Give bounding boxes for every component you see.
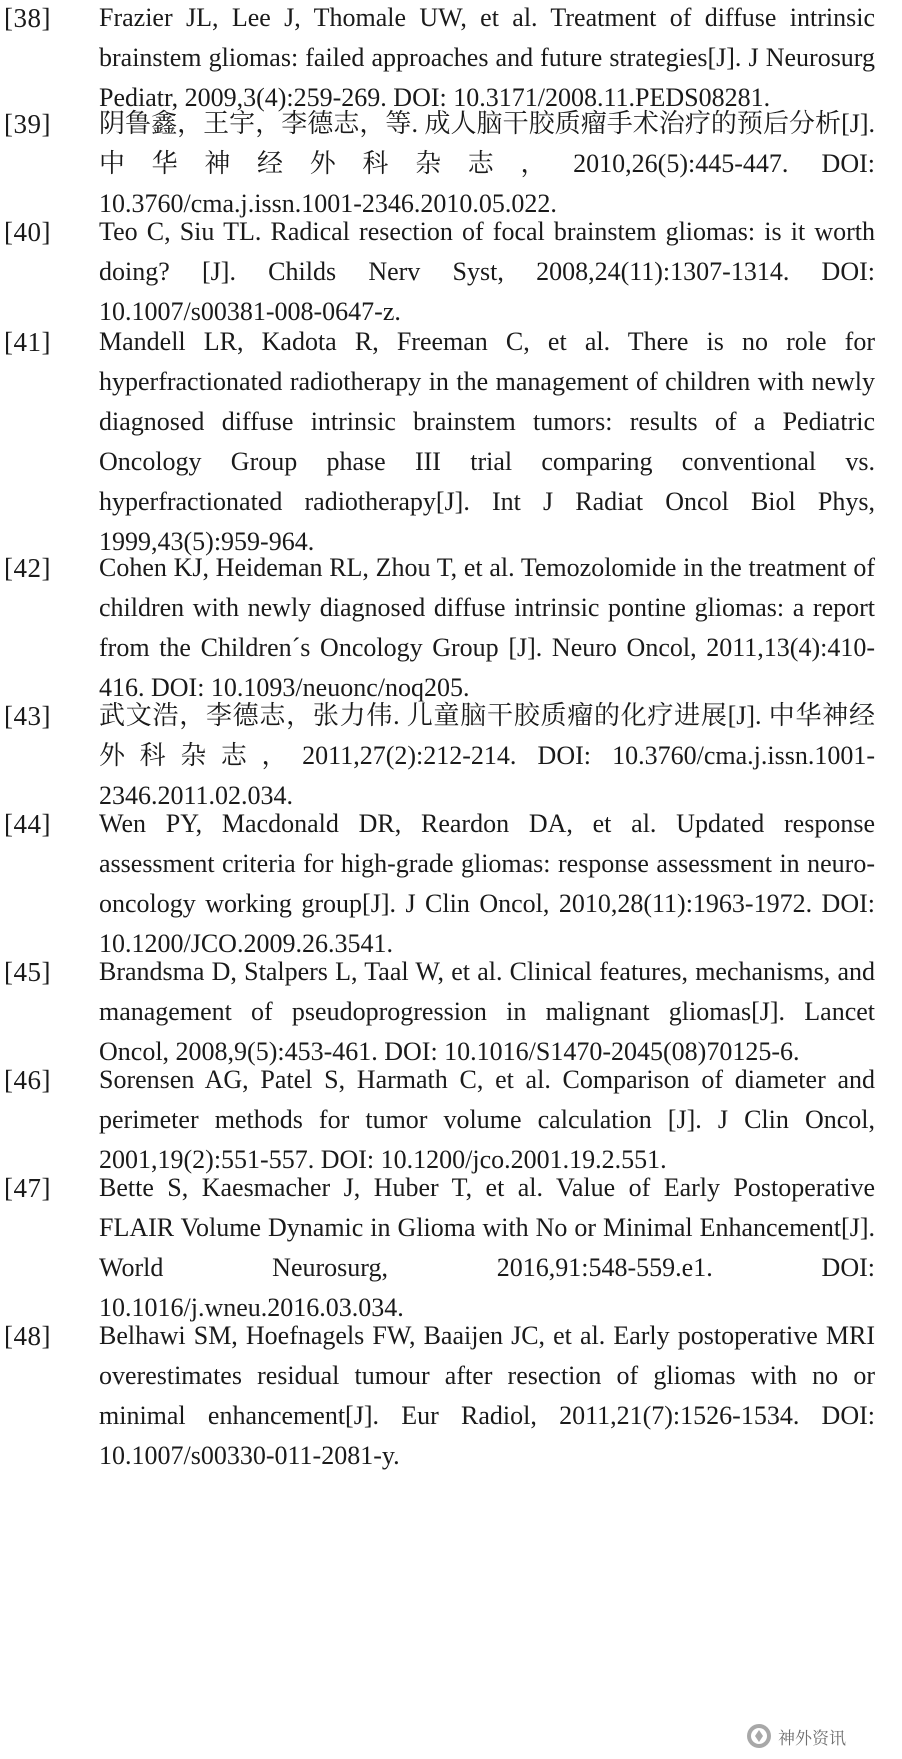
reference-text: 武文浩，李德志，张力伟. 儿童脑干胶质瘤的化疗进展[J]. 中华神经外科杂志，2011,27(2):212-214. DOI: 10.3760/cma.j.issn.1001-2346.2011.02.034. [99,701,875,810]
watermark-text: 神外资讯 [778,1728,846,1749]
reference-text: Bette S, Kaesmacher J, Huber T, et al. Value of Early Postoperative FLAIR Volume Dynamic in Glioma with No or Minimal Enhancement[J]. World Neurosurg, 2016,91:548-559.e1. DOI: 10.1016/j.wneu.2016.03.034. [99,1173,875,1322]
reference-item [0,0,902,118]
reference-text: Belhawi SM, Hoefnagels FW, Baaijen JC, et al. Early postoperative MRI overestimates residual tumour after resection of gliomas with no or minimal enhancement[J]. Eur Radiol, 2011,21(7):1526-1534. DOI: 10.1007/s00330-011-2081-y. [99,1321,875,1470]
reference-text: Cohen KJ, Heideman RL, Zhou T, et al. Temozolomide in the treatment of children with newly diagnosed diffuse intrinsic pontine gliomas: a report from the Children´s Oncology Group [J]. Neuro Oncol, 2011,13(4):410-416. DOI: 10.1093/neuonc/noq205. [99,553,875,702]
reference-number: [39] [4,109,51,139]
reference-text: Wen PY, Macdonald DR, Reardon DA, et al. Updated response assessment criteria for high-grade gliomas: response assessment in neuro-oncology working group[J]. J Clin Oncol, 2010,28(11):1963-1972. DOI: 10.1200/JCO.2009.26.3541. [99,809,875,958]
reference-number: [40] [4,217,51,247]
reference-item [0,804,902,964]
wechat-account-icon [746,1723,772,1749]
reference-item [0,212,902,332]
reference-item [0,1168,902,1328]
reference-text: Brandsma D, Stalpers L, Taal W, et al. Clinical features, mechanisms, and management of pseudoprogression in malignant gliomas[J]. Lancet Oncol, 2008,9(5):453-461. DOI: 10.1016/S1470-2045(08)70125-6. [99,957,875,1066]
reference-item [0,548,902,708]
reference-item [0,322,902,562]
account-watermark [746,1723,846,1749]
reference-number: [44] [4,809,51,839]
reference-number: [43] [4,701,51,731]
reference-item [0,1060,902,1180]
reference-number: [45] [4,957,51,987]
reference-number: [48] [4,1321,51,1351]
reference-text: Mandell LR, Kadota R, Freeman C, et al. There is no role for hyperfractionated radiotherapy in the management of children with newly diagnosed diffuse intrinsic brainstem tumors: results of a Pediatric Oncology Group phase III trial comparing conventional vs. hyperfractionated radiotherapy[J]. Int J Radiat Oncol Biol Phys, 1999,43(5):959-964. [99,327,875,556]
reference-item [0,104,902,224]
reference-text: Frazier JL, Lee J, Thomale UW, et al. Treatment of diffuse intrinsic brainstem gliomas: failed approaches and future strategies[J]. J Neurosurg Pediatr, 2009,3(4):259-269. DOI: 10.3171/2008.11.PEDS08281. [99,3,875,112]
reference-number: [41] [4,327,51,357]
reference-item [0,696,902,816]
reference-number: [38] [4,3,51,33]
reference-item [0,1316,902,1476]
reference-item [0,952,902,1072]
reference-text: Teo C, Siu TL. Radical resection of focal brainstem gliomas: is it worth doing? [J]. Childs Nerv Syst, 2008,24(11):1307-1314. DOI: 10.1007/s00381-008-0647-z. [99,217,875,326]
reference-number: [42] [4,553,51,583]
reference-number: [46] [4,1065,51,1095]
reference-number: [47] [4,1173,51,1203]
reference-text: 阴鲁鑫，王宇，李德志，等. 成人脑干胶质瘤手术治疗的预后分析[J]. 中华神经外科杂志，2010,26(5):445-447. DOI: 10.3760/cma.j.issn.1001-2346.2010.05.022. [99,109,875,218]
reference-text: Sorensen AG, Patel S, Harmath C, et al. Comparison of diameter and perimeter methods for tumor volume calculation [J]. J Clin Oncol, 2001,19(2):551-557. DOI: 10.1200/jco.2001.19.2.551. [99,1065,875,1174]
